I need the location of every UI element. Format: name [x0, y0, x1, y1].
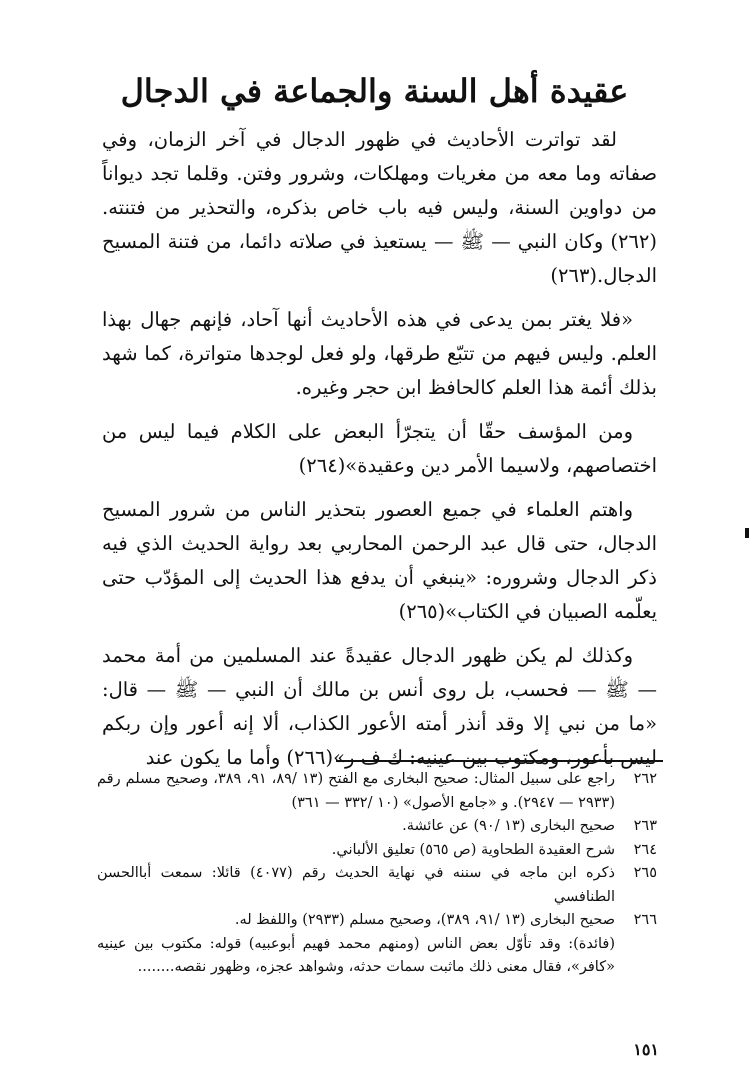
- footnote-number: ٢٦٣: [633, 818, 657, 834]
- footnote-number: ٢٦٤: [633, 841, 657, 858]
- footnote-text: صحيح البخارى (١٣ /٩٠) عن عائشة.: [402, 818, 615, 834]
- footnote-divider: [336, 760, 663, 762]
- paragraph: ومن المؤسف حقّا أن يتجرّأ البعض على الكلام فيما ليس من اختصاصهم، ولاسيما الأمر دين وعقيدة»(٢٦٤): [102, 420, 657, 477]
- paragraph: «فلا يغتر بمن يدعى في هذه الأحاديث أنها آحاد، فإنهم جهال بهذا العلم. وليس فيهم من تتبّع طرقها، ولو فعل لوجدها متواترة، كما شهد بذلك أئمة هذا العلم كالحافظ ابن حجر وغيره.: [102, 308, 657, 399]
- margin-mark: [745, 528, 749, 538]
- paragraph: لقد تواترت الأحاديث في ظهور الدجال في آخر الزمان، وفي صفاته وما معه من مغريات ومهلكات، وشرور وفتن. وقلما تجد ديواناً من دواوين السنة، وليس فيه باب خاص بذكره، والتحذير من فتنته.(٢٦٢) وكان النبي — ﷺ — يستعيذ في صلاته دائما، من فتنة المسيح الدجال.(٢٦٣): [102, 128, 657, 287]
- footnote: [97, 909, 657, 933]
- main-text: [102, 123, 657, 785]
- footnote-text: شرح العقيدة الطحاوية (ص ٥٦٥) تعليق الألباني.: [331, 841, 615, 858]
- footnote: [97, 862, 657, 909]
- footnote: [97, 815, 657, 839]
- paragraph: واهتم العلماء في جميع العصور بتحذير الناس من شرور المسيح الدجال، حتى قال عبد الرحمن المحاربي بعد رواية الحديث الذي فيه ذكر الدجال وشروره: «ينبغي أن يدفع هذا الحديث إلى المؤدّب حتى يعلّمه الصبيان في الكتاب»(٢٦٥): [102, 498, 657, 623]
- footnote-note: (فائدة): وقد تأوّل بعض الناس (ومنهم محمد فهيم أبوعبيه) قوله: مكتوب بين عينيه «كافر»، فقال معنى ذلك ماثبت سمات حدثه، وشواهد عجزه، وظهور نقصه........: [97, 935, 615, 975]
- footnote: [97, 839, 657, 863]
- footnote-text: صحيح البخارى (١٣ /٩١، ٣٨٩)، وصحيح مسلم (٢٩٣٣) واللفظ له.: [234, 912, 615, 928]
- footnote-text: راجع على سبيل المثال: صحيح البخارى مع الفتح (١٣ /٨٩، ٩١، ٣٨٩، وصحيح مسلم رقم (٢٩٣٣ — ٢٩٤٧). و «جامع الأصول» (١٠ /٣٣٢ — ٣٦١): [97, 771, 615, 811]
- page-number: ١٥١: [633, 1040, 659, 1059]
- footnotes: [97, 768, 657, 980]
- footnote-number: ٢٦٥: [633, 865, 657, 881]
- footnote: [97, 768, 657, 815]
- chapter-title: عقيدة أهل السنة والجماعة في الدجال: [120, 72, 629, 110]
- paragraph: وكذلك لم يكن ظهور الدجال عقيدةً عند المسلمين من أمة محمد — ﷺ — فحسب، بل روى أنس بن مالك أن النبي — ﷺ — قال: «ما من نبي إلا وقد أنذر أمته الأعور الكذاب، ألا إنه أعور وإن ربكم ليس بأعور، ومكتوب بين عينيه: ك ف ر»(٢٦٦) وأما ما يكون عند: [102, 644, 657, 769]
- footnote-number: ٢٦٦: [633, 912, 657, 928]
- footnote-text: ذكره ابن ماجه في سننه في نهاية الحديث رقم (٤٠٧٧) قائلا: سمعت أباالحسن الطنافسي: [97, 865, 615, 905]
- footnote-number: ٢٦٢: [633, 771, 657, 787]
